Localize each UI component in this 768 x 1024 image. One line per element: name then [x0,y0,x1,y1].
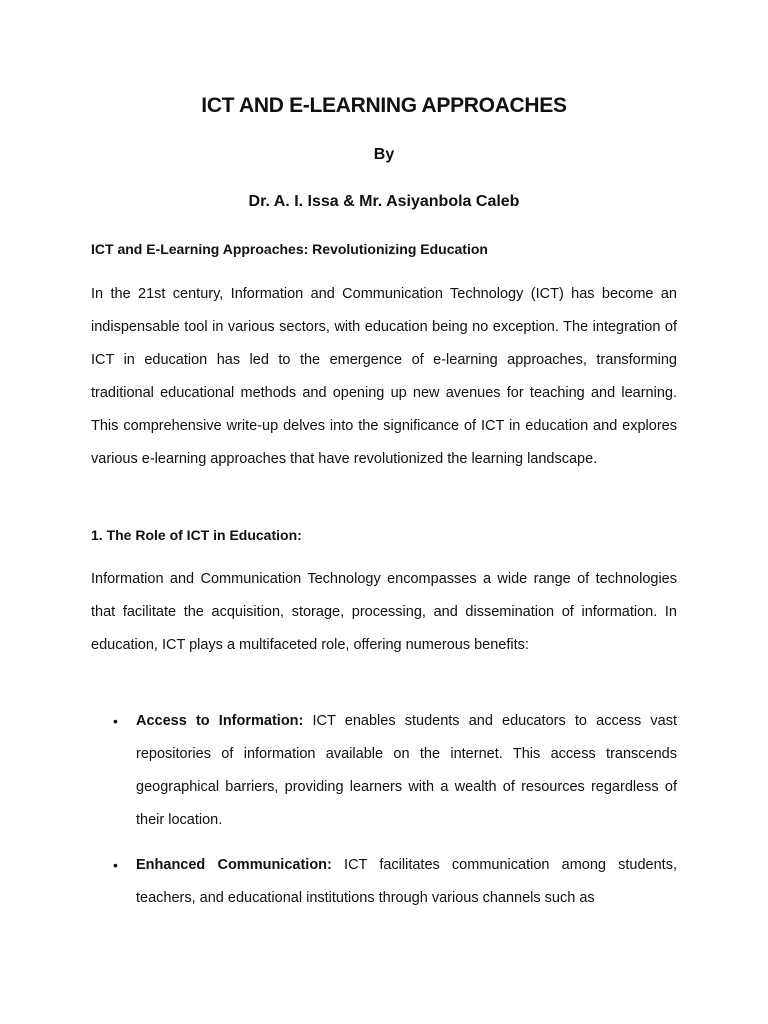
section-paragraph: Information and Communication Technology encompasses a wide range of technologies that facilitate the acquisition, storage, processing, and dissemination of information. In education, ICT plays a multifaceted role, offering numerous benefits: [91,571,677,653]
bullet-icon: • [113,857,118,873]
list-item-term: Access to Information: [136,713,304,729]
list-item-text [136,849,677,915]
document-subtitle: ICT and E-Learning Approaches: Revolutionizing Education [91,241,488,257]
list-item-term: Enhanced Communication: [136,857,332,873]
byline-label: By [373,146,395,163]
intro-paragraph: In the 21st century, Information and Communication Technology (ICT) has become an indispensable tool in various sectors, with education being no exception. The integration of ICT in education has led to the emergence of e-learning approaches, transforming traditional educational methods and opening up new avenues for teaching and learning. This comprehensive write-up delves into the significance of ICT in education and explores various e-learning approaches that have revolutionized the learning landscape. [91,286,677,467]
list-item-text [136,705,677,837]
bullet-icon: • [113,713,118,729]
section-heading: 1. The Role of ICT in Education: [91,527,302,543]
list-item-description: ICT facilitates communication among students, teachers, and educational institutions through various channels such as [136,857,677,906]
list-item-description: ICT enables students and educators to access vast repositories of information available on the internet. This access transcends geographical barriers, providing learners with a wealth of resources regardless of their location. [136,713,678,828]
document-title: ICT AND E-LEARNING APPROACHES [201,94,567,117]
authors-line: Dr. A. I. Issa & Mr. Asiyanbola Caleb [248,193,520,210]
